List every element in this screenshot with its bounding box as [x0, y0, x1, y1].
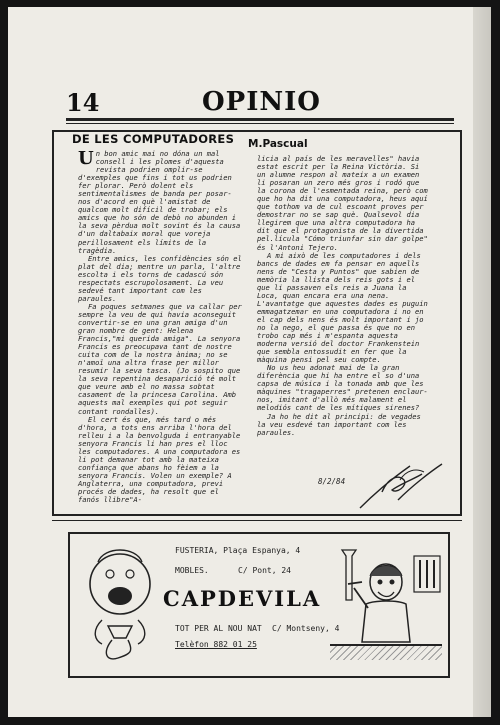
page-spine	[473, 7, 491, 717]
ad-line-carpentry: FUSTERIA, Plaça Espanya, 4	[175, 546, 301, 555]
article-author: M.Pascual	[248, 138, 308, 150]
article-paragraph: licia al país de les meravelles" havia estat escrit per la Reina Victòria. Si un alumne respon al mateix a un examen li posaran un zero més gros i rodó que la corona de l'esmentada reina, però com que ho ha dit una computadora, heus aquí que tothom va de cul escoant proves per demostrar no se sap què. Qualsevol dia llegirem que una altra computadora ha dit que el protagonista de la divertida pel.lícula "Cómo triunfar sin dar golpe" és l'Antoni Tejero.	[257, 154, 428, 252]
ad-brand-name: CAPDEVILA	[163, 586, 322, 611]
baby-cartoon-icon	[82, 540, 158, 668]
author-signature	[352, 456, 447, 516]
header-rule-top	[66, 118, 454, 121]
ad-line-furniture: MOBLES.	[175, 566, 209, 575]
ad-ground-line	[330, 644, 442, 660]
paragraph-text: n bon amic mai no dóna un mal consell i les plomes d'aquesta revista podrien omplir-se d'exemples que fins i tot us podrien fer plorar. Però dolent els sentimentalismes de banda per posar-nos d'acord en què l'amistat de qualcom molt difícil de trobar; els amics que ho són de debò no abunden i la seva pèrdua molt sovint és la causa d'un daltabaix moral que voreja perillosament els límits de la tragèdia.	[78, 149, 241, 255]
article-date: 8/2/84	[318, 477, 346, 486]
carpenter-cartoon-icon	[334, 542, 446, 652]
article-column-left	[78, 148, 242, 505]
drop-cap: U	[78, 148, 94, 169]
ad-address-pont: C/ Pont, 24	[238, 566, 291, 575]
article-paragraph	[78, 150, 242, 255]
article-bottom-rule	[52, 520, 462, 521]
ad-line-newborn: TOT PER AL NOU NAT	[175, 624, 262, 633]
ad-address-montseny: C/ Montseny, 4	[272, 624, 340, 633]
article-column-right	[257, 155, 431, 475]
ad-phone: Telèfon 882 01 25	[175, 640, 257, 649]
article-paragraph: Entre amics, les confidències són el plat del dia; mentre un parla, l'altre escolta i els torns de cadascú són respectats escrupolosament. La veu sedevé tant important com les paraules.	[78, 253, 242, 303]
article-paragraph: El cert és que, més tard o més d'hora, a tots ens arriba l'hora del relleu i a la benvolguda i entranyable senyora Francis li han pres el lloc les computadores. A una computadora es li pot demanar tot amb la mateixa confiança que abans ho fèiem a la senyora Francis. Volen un exemple? A Anglaterra, una computadora, previ procés de dades, ha resolt que el fanós llibre"A-	[78, 414, 241, 505]
article-paragraph: Fa poques setmanes que va callar per sempre la veu de qui havia aconseguit convertir-se en una gran amiga d'un gran nombre de gent: Helena Francis,"mi querida amiga". La senyora Francis es preocupava tant de nostre cuita com de la nostra ànima; no se n'amoï una altra frase per millor resumir la seva tasca. (Jo sospito que la seva repentina desaparició té molt que veure amb el no massa sobtat casament de la princesa Carolina. Amb aquests mal exemples qui pot seguir contant rondalles).	[78, 301, 242, 416]
article-headline: DE LES COMPUTADORES	[72, 132, 235, 146]
article-paragraph: A mi això de les computadores i dels bancs de dades em fa pensar en aquells nens de "Cesta y Puntos" que sabien de memòria la llista dels reis gots i el que li passaven els reis a Juana la Loca, quan encara era una nena. L'avantatge que aquestes dades es puguin emmagatzemar en una computadora i no en el cap dels nens és molt important i jo no la nego, el que passa és que no en trobo cap més i m'espanta aquesta moderna versió del doctor Frankenstein que sembla entossudit en fer que la màquina pensi pel seu compte.	[257, 250, 428, 365]
section-title: OPINIO	[202, 87, 321, 117]
page-number: 14	[66, 88, 100, 117]
article-paragraph: No us heu adonat mai de la gran diferència que hi ha entre el so d'una capsa de música i la tonada amb que les màquines "tragaperres" pretenen enclaur-nos, imitant d'allò més malament el melodiós cant de les mítiques sirenes?	[257, 363, 428, 413]
article-paragraph: Ja ho he dit al principi: de vegades la veu esdevé tan important com les paraules.	[257, 411, 421, 437]
header-rule-bottom	[66, 123, 454, 124]
